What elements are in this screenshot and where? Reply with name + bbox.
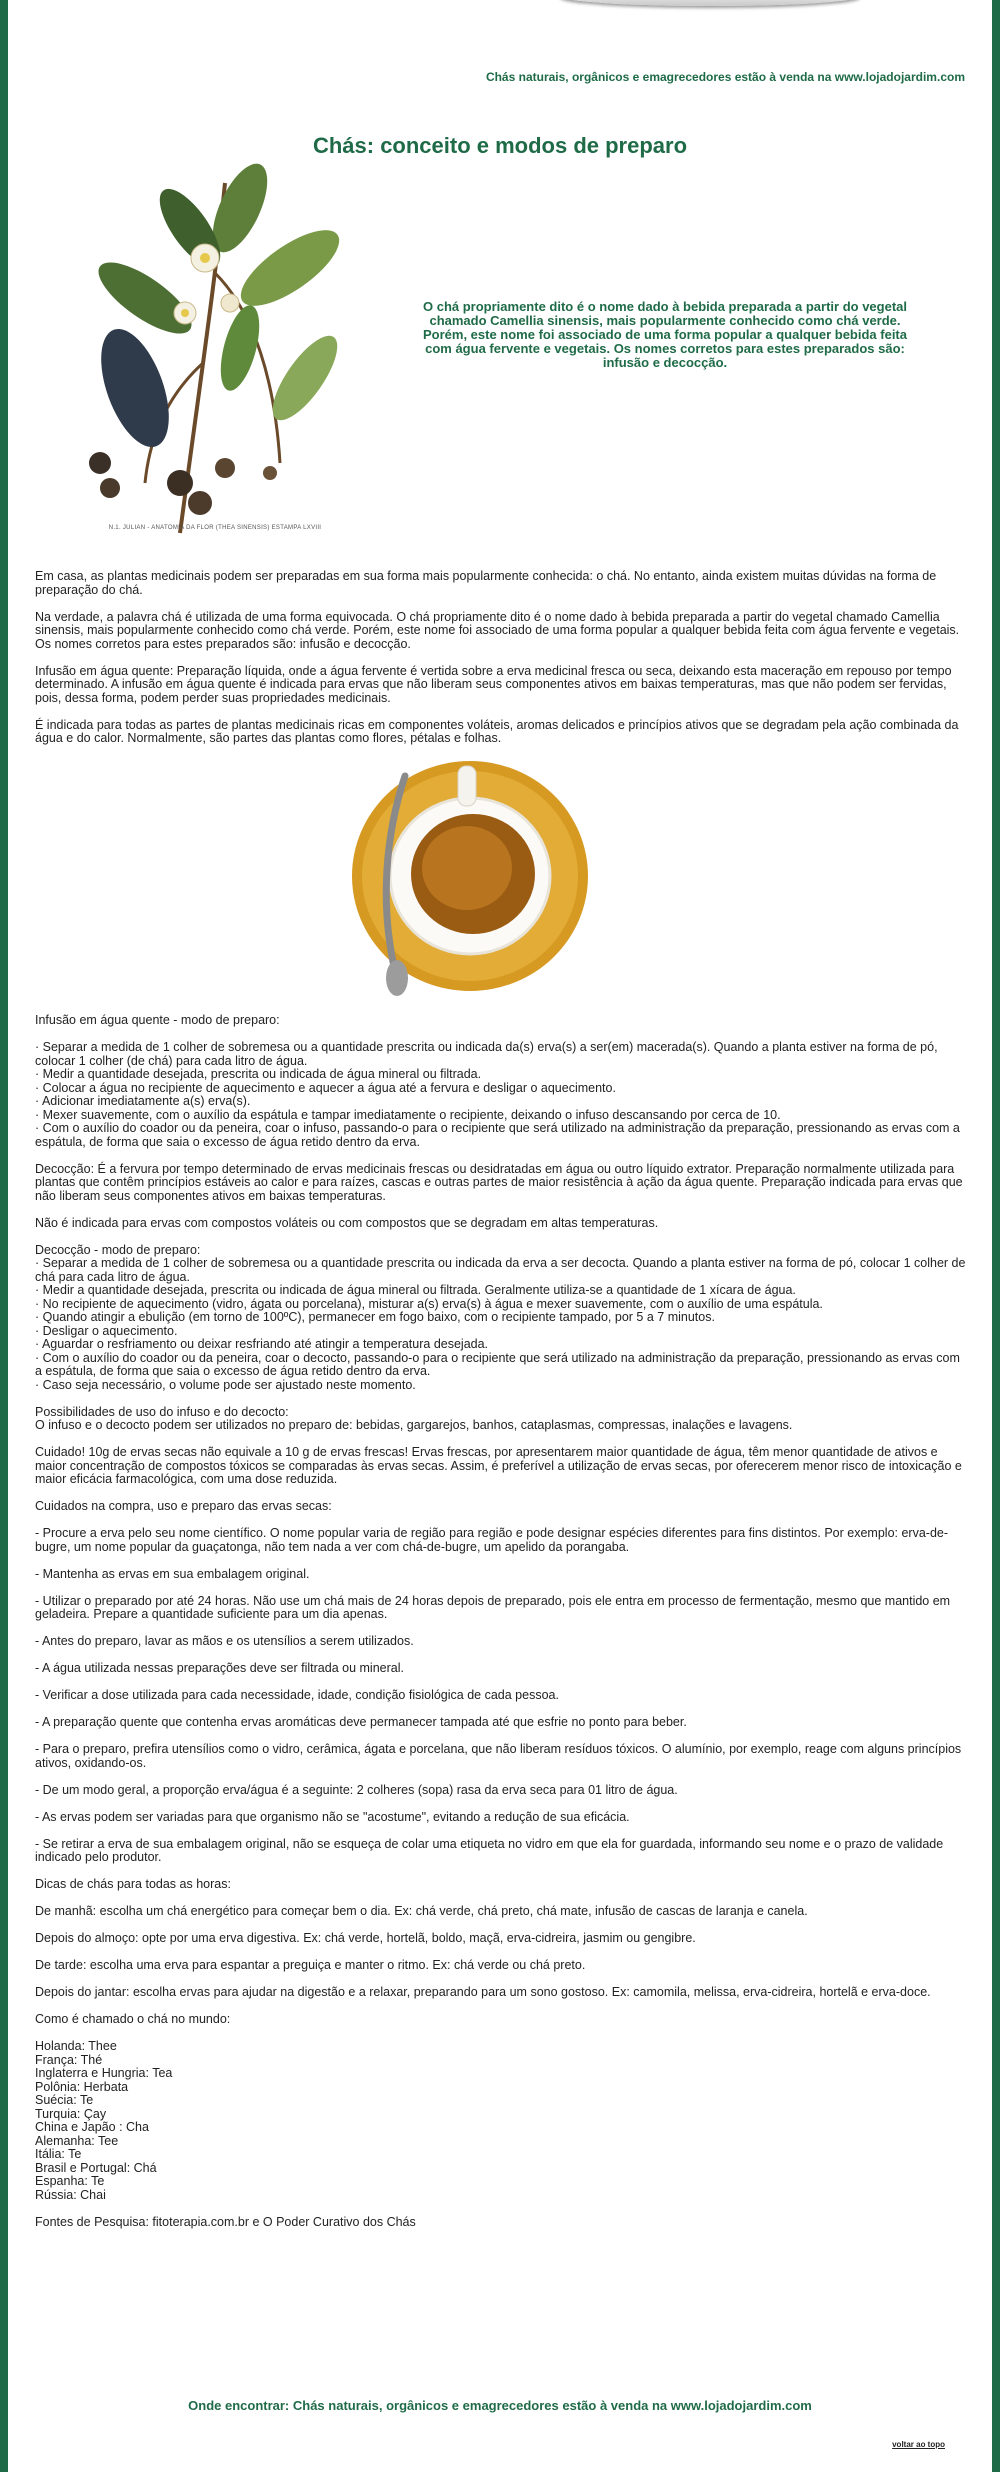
tip-item: De tarde: escolha uma erva para espantar a preguiça e manter o ritmo. Ex: chá verde ou chá preto. — [35, 1958, 586, 1972]
care-item: - De um modo geral, a proporção erva/água é a seguinte: 2 colheres (sopa) rasa da erva seca para 01 litro de água. — [35, 1782, 678, 1797]
article-paragraph: Infusão em água quente: Preparação líquida, onde a água fervente é vertida sobre a erva medicinal fresca ou seca, deixando esta maceração em repouso por tempo determinado. A infusão em água quente é indicada para ervas que não liberam seus componentes ativos em baixas temperaturas, mas que não podem ser fervidas, pois, dessa forma, podem perder suas propriedades medicinais. — [35, 663, 952, 705]
section-heading: Como é chamado o chá no mundo: — [35, 2012, 231, 2026]
care-item: - Se retirar a erva de sua embalagem original, não se esqueça de colar uma etiqueta no vidro em que ela for guardada, informando seu nome e o prazo de validade indicado pelo produtor. — [35, 1836, 944, 1864]
tip-item: De manhã: escolha um chá energético para começar bem o dia. Ex: chá verde, chá preto, chá mate, infusão de cascas de laranja e canela. — [35, 1904, 808, 1918]
intro-summary: O chá propriamente dito é o nome dado à bebida preparada a partir do vegetal chamado Camellia sinensis, mais popularmente conhecido como chá verde. Porém, este nome foi associado de uma forma popular a qualquer bebida feita com água fervente e vegetais. Os nomes corretos para estes preparados são: infusão e decocção. — [422, 299, 907, 370]
step-item: · Separar a medida de 1 colher de sobremesa ou a quantidade prescrita ou indicada da(s) erva(s) a ser(em) macerada(s). Quando a planta estiver na forma de pó, colocar 1 colher (de chá) para cada litro de água. — [35, 1040, 938, 1068]
article-paragraph: O infuso e o decocto podem ser utilizados no preparo de: bebidas, gargarejos, banhos, cataplasmas, compressas, inalações e lavagens. — [35, 1418, 793, 1432]
care-item: - A água utilizada nessas preparações deve ser filtrada ou mineral. — [35, 1661, 404, 1675]
step-item: · Aguardar o resfriamento ou deixar resfriando até atingir a temperatura desejada. — [35, 1337, 489, 1351]
step-item: · Desligar o aquecimento. — [35, 1323, 178, 1338]
step-item: · Medir a quantidade desejada, prescrita ou indicada de água mineral ou filtrada. — [35, 1067, 482, 1081]
world-name-item: Polônia: Herbata — [35, 2079, 129, 2094]
section-heading: Cuidados na compra, uso e preparo das ervas secas: — [35, 1499, 332, 1513]
article-paragraph: Na verdade, a palavra chá é utilizada de uma forma equivocada. O chá propriamente dito é o nome dado à bebida preparada a partir do vegetal chamado Camellia sinensis, mais popularmente conhecido como chá verde. Porém, este nome foi associado de uma forma popular a qualquer bebida feita com água fervente e vegetais. Os nomes corretos para estes preparados são: infusão e decocção. — [35, 609, 960, 651]
world-name-item: Inglaterra e Hungria: Tea — [35, 2066, 173, 2080]
care-item: - Antes do preparo, lavar as mãos e os utensílios a serem utilizados. — [35, 1634, 414, 1648]
section-heading: Decocção - modo de preparo: — [35, 1242, 201, 1257]
care-item: - Procure a erva pelo seu nome científico. O nome popular varia de região para região e pode designar espécies diferentes para fins distintos. Por exemplo: erva-de-bugre, um nome popular da guaçatonga, não tem nada a ver com chá-de-bugre, um apelido da porangaba. — [35, 1526, 949, 1554]
care-item: - Para o preparo, prefira utensílios como o vidro, cerâmica, ágata e porcelana, que não liberam resíduos tóxicos. O alumínio, por exemplo, reage com alguns princípios ativos, oxidando-os. — [35, 1742, 962, 1770]
step-item: · Adicionar imediatamente a(s) erva(s). — [35, 1094, 251, 1108]
tip-item: Depois do jantar: escolha ervas para ajudar na digestão e a relaxar, preparando para um sono gostoso. Ex: camomila, melissa, erva-cidreira, hortelã e erva-doce. — [35, 1985, 931, 1999]
step-item: · No recipiente de aquecimento (vidro, ágata ou porcelana), misturar a(s) erva(s) à água e mexer suavemente, com o auxílio de uma espátula. — [35, 1296, 823, 1311]
article-paragraph: Decocção: É a fervura por tempo determinado de ervas medicinais frescas ou desidratadas em água ou outro líquido extrator. Preparação normalmente utilizada para plantas que contêm princípios estáveis ao calor e para raízes, cascas e outras partes de maior resistência à ação da água quente. Preparação indicada para ervas que não liberam seus componentes ativos em baixas temperaturas. — [35, 1161, 963, 1203]
tip-item: Depois do almoço: opte por uma erva digestiva. Ex: chá verde, hortelã, boldo, maçã, erva-cidreira, jasmim ou gengibre. — [35, 1931, 696, 1945]
footer-store-link[interactable]: Onde encontrar: Chás naturais, orgânicos e emagrecedores estão à venda na www.lojadojardim.com — [188, 2398, 812, 2413]
world-name-item: Alemanha: Tee — [35, 2133, 119, 2148]
world-name-item: França: Thé — [35, 2052, 103, 2067]
step-item: · Com o auxílio do coador ou da peneira, coar o infuso, passando-o para o recipiente que será utilizado na administração da preparação, pressionando as ervas com a espátula, de forma que saia o excesso de água retido dentro da erva. — [35, 1121, 960, 1149]
step-item: · Mexer suavemente, com o auxílio da espátula e tampar imediatamente o recipiente, deixando o infuso descansando por cerca de 10. — [35, 1107, 781, 1122]
step-item: · Separar a medida de 1 colher de sobremesa ou a quantidade prescrita ou indicada da erva a ser decocta. Quando a planta estiver na forma de pó, colocar 1 colher de chá para cada litro de água. — [35, 1256, 966, 1284]
care-item: - Verificar a dose utilizada para cada necessidade, idade, condição fisiológica de cada pessoa. — [35, 1688, 559, 1702]
tea-cup-illustration — [345, 756, 595, 1001]
world-name-item: Espanha: Te — [35, 2174, 105, 2188]
page-title: Chás: conceito e modos de preparo — [312, 133, 688, 158]
warning-paragraph: Cuidado! 10g de ervas secas não equivale a 10 g de ervas frescas! Ervas frescas, por apresentarem maior quantidade de água, têm menor quantidade de ativos e maior concentração de compostos tóxicos se comparadas às ervas secas. Assim, é preferível a utilização de ervas secas, por oferecerem menor risco de intoxicação e maior eficácia farmacológica, com uma dose reduzida. — [35, 1445, 962, 1486]
world-name-item: Turquia: Çay — [35, 2106, 107, 2121]
world-name-item: Suécia: Te — [35, 2093, 94, 2107]
world-name-item: Rússia: Chai — [35, 2187, 106, 2202]
step-item: · Quando atingir a ebulição (em torno de 100ºC), permanecer em fogo baixo, com o recipiente tampado, por 5 a 7 minutos. — [35, 1310, 715, 1324]
step-item: · Colocar a água no recipiente de aquecimento e aquecer a água até a fervura e desligar o aquecimento. — [35, 1080, 616, 1095]
world-name-item: Holanda: Thee — [35, 2039, 117, 2053]
world-name-item: China e Japão : Cha — [35, 2120, 149, 2134]
article-body — [35, 570, 970, 2229]
sources-note: Fontes de Pesquisa: fitoterapia.com.br e O Poder Curativo dos Chás — [35, 2214, 416, 2229]
world-name-item: Itália: Te — [35, 2147, 82, 2161]
article-paragraph: Não é indicada para ervas com compostos voláteis ou com compostos que se degradam em altas temperaturas. — [35, 1215, 659, 1230]
back-to-top-link[interactable]: voltar ao topo — [892, 2440, 945, 2449]
care-item: - As ervas podem ser variadas para que organismo não se "acostume", evitando a redução de sua eficácia. — [35, 1809, 630, 1824]
tea-plant-illustration — [75, 163, 350, 548]
step-item: · Com o auxílio do coador ou da peneira, coar o decocto, passando-o para o recipiente que será utilizado na administração da preparação, pressionando as ervas com a espátula, de forma que saia o excesso de água retido dentro da erva. — [35, 1350, 960, 1378]
care-item: - Mantenha as ervas em sua embalagem original. — [35, 1566, 310, 1581]
store-link-top[interactable]: Chás naturais, orgânicos e emagrecedores estão à venda na www.lojadojardim.com — [485, 70, 965, 84]
care-item: - A preparação quente que contenha ervas aromáticas deve permanecer tampada até que esfrie no ponto para beber. — [35, 1715, 687, 1729]
step-item: · Medir a quantidade desejada, prescrita ou indicada de água mineral ou filtrada. Geralmente utiliza-se a quantidade de 1 xícara de água. — [35, 1283, 796, 1297]
article-paragraph: É indicada para todas as partes de plantas medicinais ricas em componentes voláteis, aromas delicados e princípios ativos que se degradam pela ação combinada da água e do calor. Normalmente, são partes das plantas como flores, pétalas e folhas. — [35, 717, 959, 745]
care-item: - Utilizar o preparado por até 24 horas. Não use um chá mais de 24 horas depois de preparado, pois ele entra em processo de fermentação, mesmo que mantido em geladeira. Prepare a quantidade suficiente para um dia apenas. — [35, 1593, 951, 1621]
article-paragraph: Em casa, as plantas medicinais podem ser preparadas em sua forma mais popularmente conhecida: o chá. No entanto, ainda existem muitas dúvidas na forma de preparação do chá. — [35, 569, 937, 597]
world-name-item: Brasil e Portugal: Chá — [35, 2160, 157, 2175]
step-item: · Caso seja necessário, o volume pode ser ajustado neste momento. — [35, 1377, 416, 1392]
plant-caption: N.1. JULIAN - ANATOMIA DA FLOR (THEA SINENSIS) ESTAMPA LXVIII — [108, 525, 322, 531]
section-heading: Infusão em água quente - modo de preparo: — [35, 1013, 280, 1027]
section-heading: Possibilidades de uso do infuso e do decocto: — [35, 1404, 289, 1419]
section-heading: Dicas de chás para todas as horas: — [35, 1877, 231, 1891]
